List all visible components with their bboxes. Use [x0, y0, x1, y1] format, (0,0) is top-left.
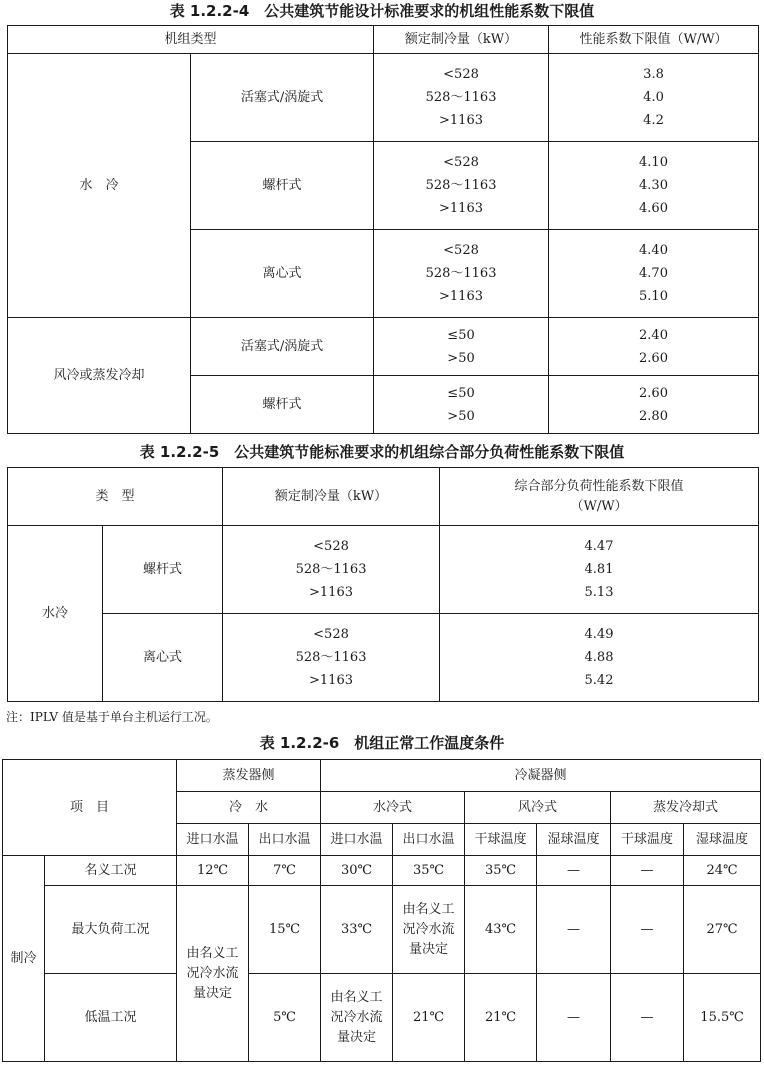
table6-header-item: 项 目 [3, 760, 177, 856]
table6-cell: — [537, 974, 611, 1062]
table4-cop-cell: 3.8 4.0 4.2 [549, 54, 759, 142]
table5 [7, 467, 759, 702]
table6-cell: — [537, 886, 611, 974]
table4-capacity-cell: <528 528～1163 >1163 [374, 230, 549, 318]
table6-cell: 15℃ [249, 886, 321, 974]
table6-header-dry-bulb: 干球温度 [465, 824, 537, 856]
table5-note: 注：IPLV 值是基于单台主机运行工况。 [6, 710, 218, 724]
table6-row-name: 低温工况 [45, 974, 177, 1062]
table6-cell: — [611, 974, 684, 1062]
table6-cell: 43℃ [465, 886, 537, 974]
table5-title: 表 1.2.2-5 公共建筑节能标准要求的机组综合部分负荷性能系数下限值 [139, 443, 625, 461]
table4-subtype: 离心式 [191, 230, 374, 318]
table4-cop-cell: 4.10 4.30 4.60 [549, 142, 759, 230]
table4-subtype: 螺杆式 [191, 376, 374, 434]
table6-cell: 24℃ [684, 856, 761, 886]
table6-header-condenser: 冷凝器侧 [321, 760, 761, 792]
table6-cell: 30℃ [321, 856, 393, 886]
table4-subtype: 活塞式/涡旋式 [191, 54, 374, 142]
table6-cell: 21℃ [465, 974, 537, 1062]
table4-subtype: 活塞式/涡旋式 [191, 318, 374, 376]
table6-title: 表 1.2.2-6 机组正常工作温度条件 [259, 734, 505, 752]
table5-header-capacity: 额定制冷量（kW） [223, 468, 440, 526]
table4-cop-cell: 2.60 2.80 [549, 376, 759, 434]
table6-header-cond-inlet: 进口水温 [321, 824, 393, 856]
table4-title: 表 1.2.2-4 公共建筑节能设计标准要求的机组性能系数下限值 [169, 2, 595, 20]
table6-header-air-cooled: 风冷式 [465, 792, 611, 824]
table6-header-dry-bulb: 干球温度 [611, 824, 684, 856]
table6 [2, 759, 761, 1062]
table4-header-capacity: 额定制冷量（kW） [374, 26, 549, 54]
table6-header-evaporator: 蒸发器侧 [177, 760, 321, 792]
table6-cell: 5℃ [249, 974, 321, 1062]
table4-capacity-cell: ≤50 >50 [374, 376, 549, 434]
table6-header-outlet: 出口水温 [249, 824, 321, 856]
table4-capacity-cell: <528 528～1163 >1163 [374, 54, 549, 142]
table5-iplv-cell: 4.47 4.81 5.13 [440, 526, 759, 614]
table6-row-name: 名义工况 [45, 856, 177, 886]
table5-group-water: 水冷 [8, 526, 103, 702]
table6-header-cond-outlet: 出口水温 [393, 824, 465, 856]
table6-header-evap-cooled: 蒸发冷却式 [611, 792, 761, 824]
table6-cell: 15.5℃ [684, 974, 761, 1062]
table6-cell: 12℃ [177, 856, 249, 886]
table6-header-chilled-water: 冷 水 [177, 792, 321, 824]
table6-cell: 27℃ [684, 886, 761, 974]
table6-cell: — [537, 856, 611, 886]
table5-header-iplv: 综合部分负荷性能系数下限值 （W/W） [440, 468, 759, 526]
table4-group-water: 水 冷 [8, 54, 191, 318]
table4-group-air: 风冷或蒸发冷却 [8, 318, 191, 434]
table6-cell: 33℃ [321, 886, 393, 974]
table5-iplv-cell: 4.49 4.88 5.42 [440, 614, 759, 702]
table6-cell: — [611, 886, 684, 974]
table4-capacity-cell: ≤50 >50 [374, 318, 549, 376]
table6-cell: — [611, 856, 684, 886]
table4 [7, 25, 759, 434]
table5-capacity-cell: <528 528～1163 >1163 [223, 614, 440, 702]
table4-subtype: 螺杆式 [191, 142, 374, 230]
table6-header-inlet: 进口水温 [177, 824, 249, 856]
table6-cell: 7℃ [249, 856, 321, 886]
table5-capacity-cell: <528 528～1163 >1163 [223, 526, 440, 614]
table6-header-water-cooled: 水冷式 [321, 792, 465, 824]
table6-side-label: 制冷 [3, 856, 45, 1062]
table5-subtype: 离心式 [103, 614, 223, 702]
table4-header-type: 机组类型 [8, 26, 374, 54]
table6-row-name: 最大负荷工况 [45, 886, 177, 974]
table6-cell: 21℃ [393, 974, 465, 1062]
table6-cell: 35℃ [465, 856, 537, 886]
table4-capacity-cell: <528 528～1163 >1163 [374, 142, 549, 230]
table4-header-cop: 性能系数下限值（W/W） [549, 26, 759, 54]
table5-header-type: 类 型 [8, 468, 223, 526]
table6-cell: 由名义工 况冷水流 量决定 [393, 886, 465, 974]
table5-subtype: 螺杆式 [103, 526, 223, 614]
table4-cop-cell: 4.40 4.70 5.10 [549, 230, 759, 318]
table6-header-wet-bulb: 湿球温度 [684, 824, 761, 856]
table6-cell: 35℃ [393, 856, 465, 886]
table6-cell: 由名义工 况冷水流 量决定 [321, 974, 393, 1062]
table4-cop-cell: 2.40 2.60 [549, 318, 759, 376]
table6-merged-cell: 由名义工 况冷水流 量决定 [177, 886, 249, 1062]
table6-header-wet-bulb: 湿球温度 [537, 824, 611, 856]
